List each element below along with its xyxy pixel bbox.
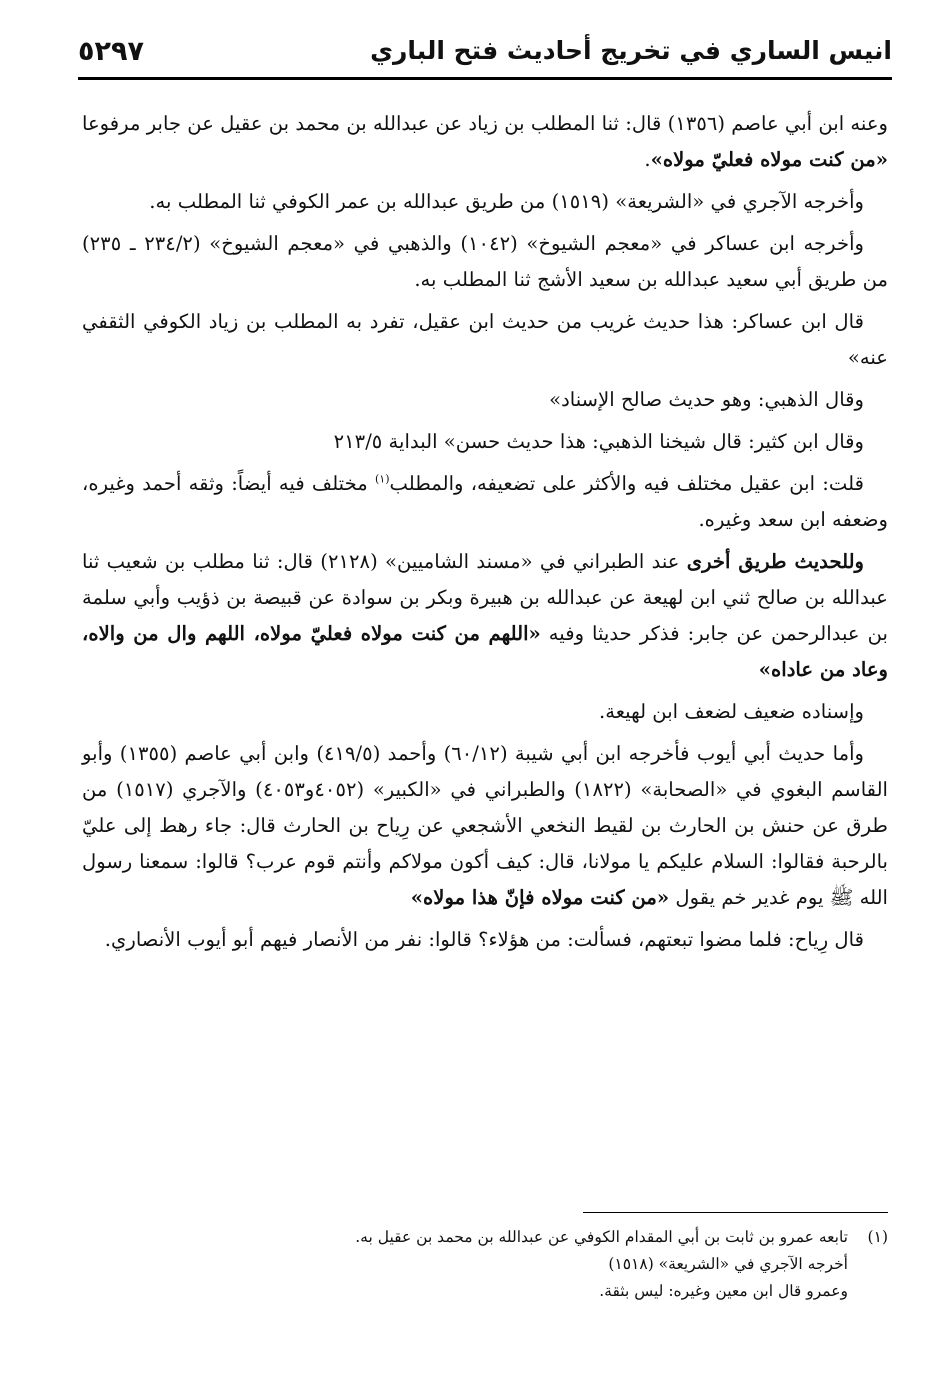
paragraph (82, 424, 888, 460)
main-text (82, 106, 888, 964)
paragraph (82, 304, 888, 376)
paragraph (82, 382, 888, 418)
footnote-ref: (١) (374, 472, 390, 486)
paragraph (82, 466, 888, 538)
text-run: قلت: ابن عقيل مختلف فيه والأكثر على تضعيفه، والمطلب (389, 472, 864, 495)
paragraph (82, 184, 888, 220)
text-run: وأما حديث أبي أيوب فأخرجه ابن أبي شيبة (٦٠/١٢) وأحمد (٤١٩/٥) وابن أبي عاصم (١٣٥٥) وأبو القاسم البغوي في «الصحابة» (١٨٢٢) والطبراني في «الكبير» (٤٠٥٢و٤٠٥٣) والآجري (١٥١٧) من طرق عن حنش بن الحارث بن لقيط النخعي الأشجعي عن رِياح بن الحارث قال: جاء رهط إلى عليّ بالرحبة فقالوا: السلام عليكم يا مولانا، قال: كيف أكون مولاكم وأنتم قوم عرب؟ قالوا: سمعنا رسول الله ﷺ يوم غدير خم يقول (82, 742, 888, 909)
text-run: وقال ابن كثير: قال شيخنا الذهبي: هذا حديث حسن» البداية ٢١٣/٥ (333, 430, 864, 453)
text-run: . (644, 148, 651, 171)
text-run: وإسناده ضعيف لضعف ابن لهيعة. (598, 700, 864, 723)
text-run: وقال الذهبي: وهو حديث صالح الإسناد» (549, 388, 864, 411)
text-run: مختلف فيه أيضاً: وثقه أحمد وغيره، وضعفه ابن سعد وغيره. (82, 472, 888, 531)
bold-text: وللحديث طريق أخرى (686, 550, 865, 573)
book-title: انيس الساري في تخريج أحاديث فتح الباري (370, 36, 892, 65)
paragraph (82, 226, 888, 298)
footnotes (82, 1224, 888, 1305)
bold-text: «من كنت مولاه فعليّ مولاه» (650, 148, 888, 171)
page-number: ٥٢٩٧ (78, 36, 144, 67)
paragraph (82, 544, 888, 688)
text-run: وأخرجه الآجري في «الشريعة» (١٥١٩) من طريق عبدالله بن عمر الكوفي ثنا المطلب به. (149, 190, 864, 213)
text-run: وأخرجه ابن عساكر في «معجم الشيوخ» (١٠٤٢) والذهبي في «معجم الشيوخ» (٢٣٤/٢ ـ ٢٣٥) من طريق أبي سعيد عبدالله بن سعيد الأشج ثنا المطلب به. (82, 232, 888, 291)
text-run: عند الطبراني في «مسند الشاميين» (٢١٢٨) قال: ثنا مطلب بن شعيب ثنا عبدالله بن صالح ثني ابن لهيعة عن عبدالله بن هبيرة وبكر بن سوادة عن قبيصة بن ذؤيب وأبي سلمة بن عبدالرحمن عن جابر: فذكر حديثا وفيه (82, 550, 888, 645)
text-run: قال ابن عساكر: هذا حديث غريب من حديث ابن عقيل، تفرد به المطلب بن زياد الكوفي الثقفي عنه» (82, 310, 888, 369)
bold-text: «اللهم من كنت مولاه فعليّ مولاه، اللهم وال من والاه، وعاد من عاداه» (82, 622, 888, 681)
footnote-line: (١)تابعه عمرو بن ثابت بن أبي المقدام الكوفي عن عبدالله بن محمد بن عقيل به. (82, 1224, 888, 1251)
footnote-line: أخرجه الآجري في «الشريعة» (١٥١٨) (608, 1255, 848, 1273)
text-run: وعنه ابن أبي عاصم (١٣٥٦) قال: ثنا المطلب بن زياد عن عبدالله بن محمد بن عقيل عن جابر مرفوعا (82, 112, 888, 135)
footnote-separator (583, 1212, 888, 1213)
bold-text: «من كنت مولاه فإنّ هذا مولاه» (410, 886, 670, 909)
paragraph (82, 694, 888, 730)
paragraph (82, 922, 888, 958)
footnote-number: (١) (867, 1228, 888, 1246)
header-rule (78, 77, 892, 80)
paragraph (82, 106, 888, 178)
running-header (78, 30, 892, 78)
paragraph (82, 736, 888, 916)
footnote-line: وعمرو قال ابن معين وغيره: ليس بثقة. (599, 1282, 848, 1300)
text-run: قال رِياح: فلما مضوا تبعتهم، فسألت: من هؤلاء؟ قالوا: نفر من الأنصار فيهم أبو أيوب الأنصاري. (104, 928, 864, 951)
